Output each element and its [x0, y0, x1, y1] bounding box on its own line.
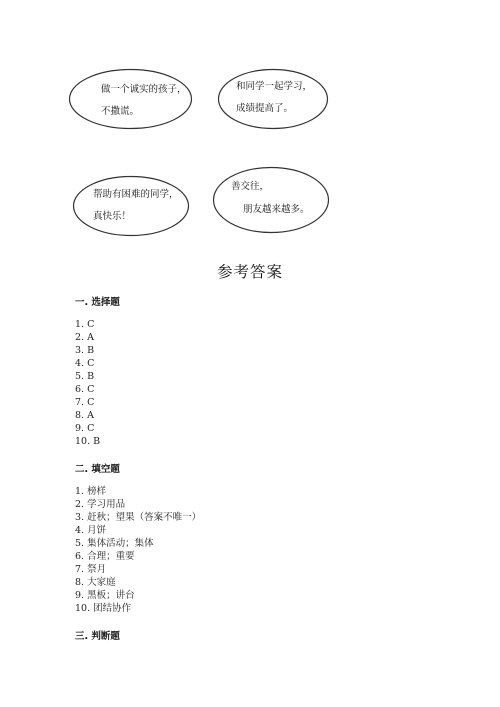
answer-item: 3. 赶秋；望果（答案不唯一）	[75, 512, 202, 523]
answer-item: 3. B	[75, 345, 95, 356]
section-heading-fill: 二. 填空题	[75, 464, 120, 475]
bubble-line-1: 和同学一起学习，	[236, 81, 313, 92]
answer-item: 4. C	[75, 358, 95, 369]
answer-item: 2. 学习用品	[75, 499, 126, 510]
answer-item: 10. 团结协作	[75, 603, 132, 614]
bubble-line-1: 帮助有困难的同学，	[93, 189, 179, 200]
bubble-friends	[212, 166, 330, 234]
bubble-study	[217, 68, 329, 130]
bubble-honest	[68, 68, 193, 130]
answer-item: 9. C	[75, 423, 95, 434]
answer-item: 5. 集体活动；集体	[75, 538, 154, 549]
answer-item: 7. C	[75, 397, 95, 408]
bubble-outline	[68, 68, 193, 130]
bubble-outline	[217, 68, 329, 130]
answer-item: 6. C	[75, 384, 95, 395]
answer-item: 1. C	[75, 319, 95, 330]
bubble-line-2: 不撒谎。	[101, 106, 140, 117]
bubble-line-2: 真快乐！	[93, 211, 132, 222]
answer-list-choice	[75, 318, 100, 448]
answer-item: 9. 黑板；讲台	[75, 590, 135, 601]
bubble-help	[72, 175, 190, 237]
bubble-line-2: 成绩提高了。	[236, 103, 294, 114]
bubble-outline	[72, 175, 190, 237]
answer-item: 10. B	[75, 436, 101, 447]
answer-item: 2. A	[75, 332, 94, 343]
answer-item: 8. 大家庭	[75, 577, 116, 588]
bubble-outline	[212, 166, 330, 234]
answer-item: 4. 月饼	[75, 525, 107, 536]
section-heading-judge: 三. 判断题	[75, 631, 120, 642]
answer-item: 7. 祭月	[75, 564, 107, 575]
answer-item: 6. 合理；重要	[75, 551, 135, 562]
answer-title: 参考答案	[216, 263, 283, 281]
answer-item: 1. 榜样	[75, 486, 107, 497]
bubble-line-2: 朋友越来越多。	[243, 204, 310, 215]
bubble-line-1: 做一个诚实的孩子，	[101, 84, 187, 95]
answer-list-fill	[75, 485, 201, 615]
answer-item: 8. A	[75, 410, 94, 421]
section-heading-choice: 一. 选择题	[75, 297, 120, 308]
bubble-line-1: 善交往，	[231, 181, 270, 192]
answer-item: 5. B	[75, 371, 95, 382]
